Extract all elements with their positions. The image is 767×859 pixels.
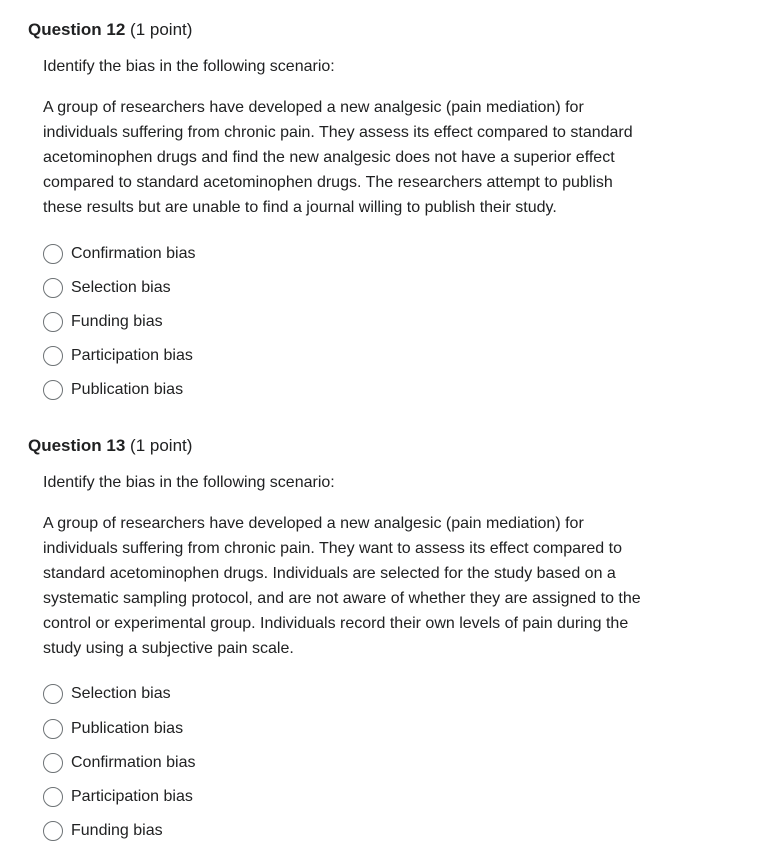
- question-prompt: Identify the bias in the following scenario:: [43, 58, 335, 75]
- option-selection-bias[interactable]: [43, 275, 171, 301]
- question-scenario: [43, 511, 703, 661]
- option-selection-bias[interactable]: [43, 681, 171, 707]
- option-label[interactable]: Participation bias: [71, 788, 193, 805]
- option-label[interactable]: Funding bias: [71, 822, 163, 839]
- option-label[interactable]: Publication bias: [71, 720, 184, 737]
- option-label[interactable]: Selection bias: [71, 279, 171, 296]
- option-label[interactable]: Confirmation bias: [71, 754, 196, 771]
- scenario-line: systematic sampling protocol, and are not aware of whether they are assigned to the: [43, 590, 641, 607]
- option-participation-bias[interactable]: [43, 343, 193, 369]
- question-prompt: Identify the bias in the following scenario:: [43, 474, 335, 491]
- radio-button[interactable]: [43, 312, 63, 332]
- radio-button[interactable]: [43, 346, 63, 366]
- scenario-line: individuals suffering from chronic pain. They want to assess its effect compared to: [43, 540, 622, 557]
- scenario-line: A group of researchers have developed a new analgesic (pain mediation) for: [43, 99, 584, 116]
- radio-button[interactable]: [43, 244, 63, 264]
- option-publication-bias[interactable]: [43, 377, 183, 403]
- scenario-line: A group of researchers have developed a new analgesic (pain mediation) for: [43, 515, 584, 532]
- question-header: [28, 19, 192, 41]
- question-title: Question 13: [28, 436, 126, 455]
- option-label[interactable]: Participation bias: [71, 347, 193, 364]
- option-confirmation-bias[interactable]: [43, 750, 196, 776]
- scenario-line: these results but are unable to find a journal willing to publish their study.: [43, 199, 557, 216]
- radio-button[interactable]: [43, 821, 63, 841]
- radio-button[interactable]: [43, 380, 63, 400]
- question-points: (1 point): [130, 20, 193, 39]
- scenario-line: control or experimental group. Individuals record their own levels of pain during the: [43, 615, 629, 632]
- radio-button[interactable]: [43, 278, 63, 298]
- scenario-line: individuals suffering from chronic pain. They assess its effect compared to standard: [43, 124, 633, 141]
- radio-button[interactable]: [43, 684, 63, 704]
- radio-button[interactable]: [43, 719, 63, 739]
- question-header: [28, 435, 192, 457]
- question-points: (1 point): [130, 436, 193, 455]
- option-confirmation-bias[interactable]: [43, 241, 196, 267]
- option-publication-bias[interactable]: [43, 716, 183, 742]
- scenario-line: study using a subjective pain scale.: [43, 640, 294, 657]
- radio-button[interactable]: [43, 753, 63, 773]
- option-funding-bias[interactable]: [43, 309, 163, 335]
- option-label[interactable]: Confirmation bias: [71, 245, 196, 262]
- option-label[interactable]: Selection bias: [71, 685, 171, 702]
- option-label[interactable]: Funding bias: [71, 313, 163, 330]
- radio-button[interactable]: [43, 787, 63, 807]
- option-participation-bias[interactable]: [43, 784, 193, 810]
- scenario-line: standard acetominophen drugs. Individuals are selected for the study based on a: [43, 565, 616, 582]
- scenario-line: compared to standard acetominophen drugs. The researchers attempt to publish: [43, 174, 613, 191]
- question-title: Question 12: [28, 20, 126, 39]
- question-scenario: [43, 95, 703, 220]
- option-funding-bias[interactable]: [43, 818, 163, 844]
- scenario-line: acetominophen drugs and find the new analgesic does not have a superior effect: [43, 149, 615, 166]
- option-label[interactable]: Publication bias: [71, 381, 184, 398]
